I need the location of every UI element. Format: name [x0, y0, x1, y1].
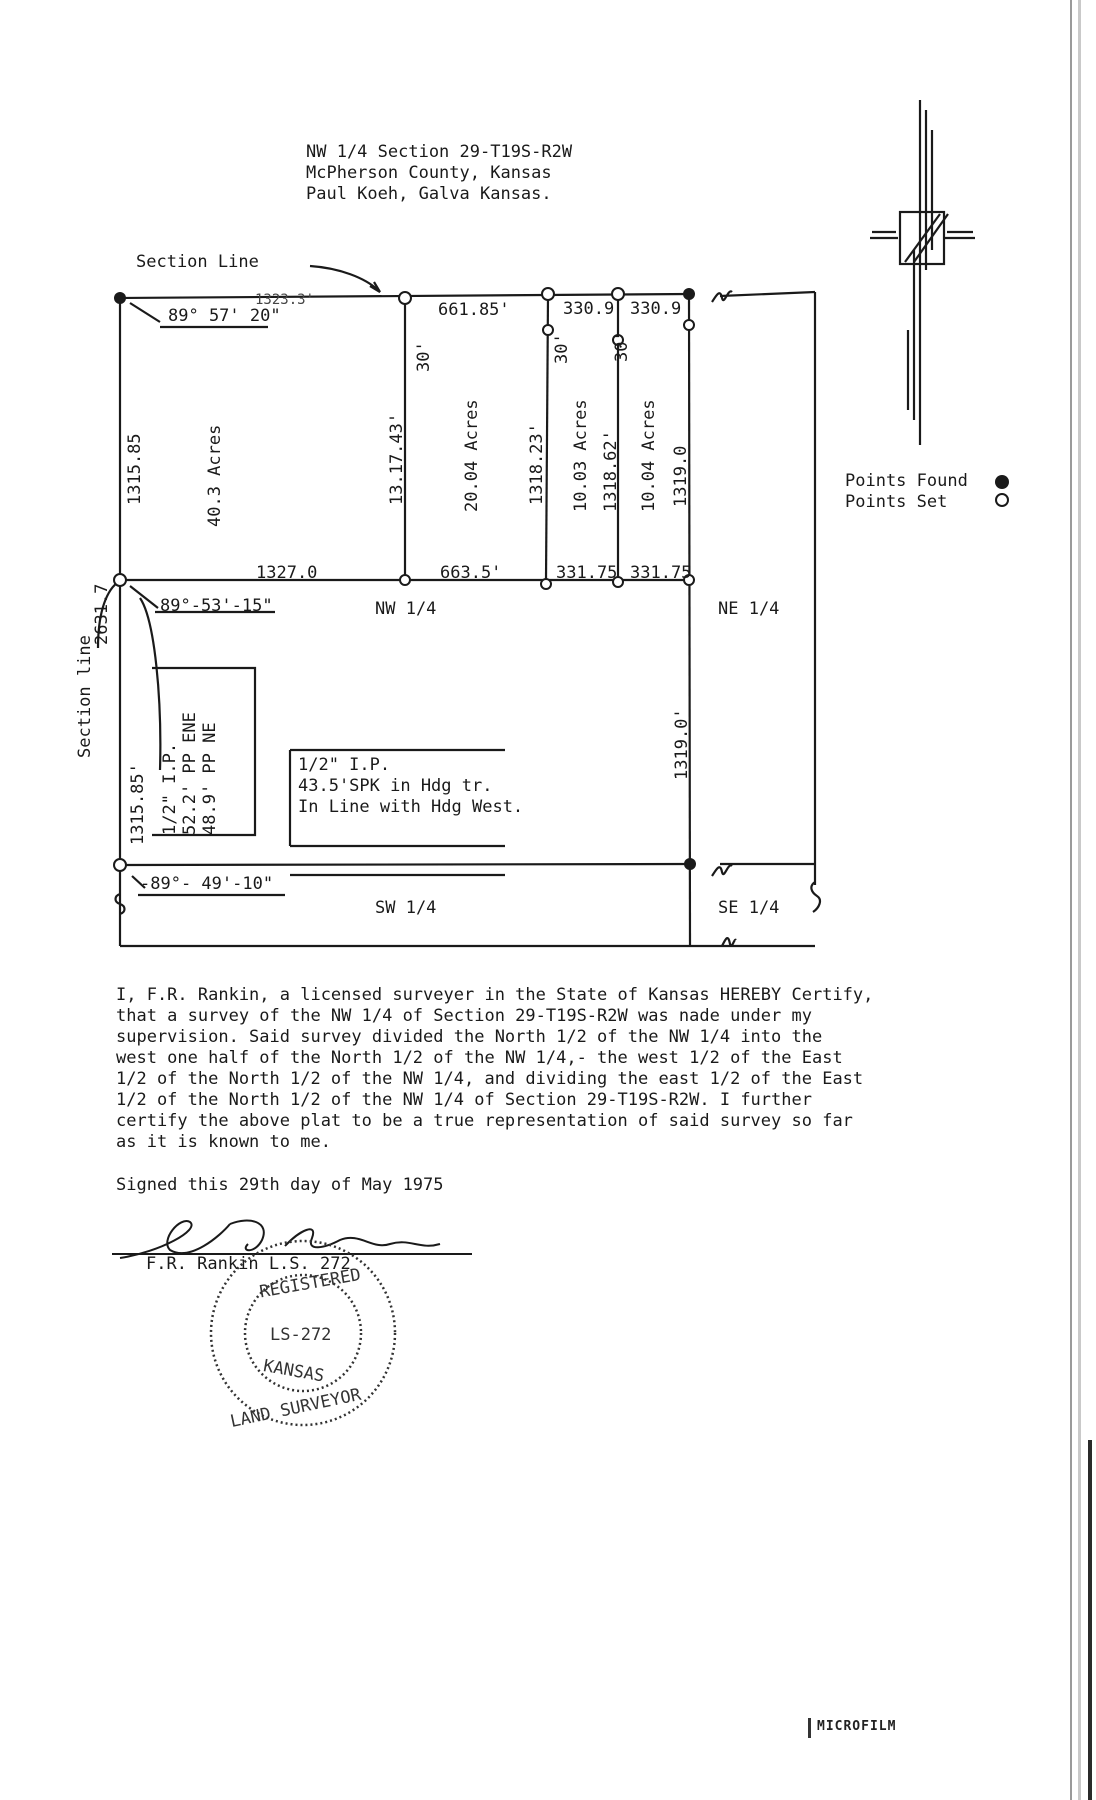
- left-side-bottom: 1315.85': [128, 763, 148, 845]
- section-line-left: Section line: [75, 635, 95, 758]
- signed-date: Signed this 29th day of May 1975: [116, 1175, 444, 1195]
- dim-331b: 331.75: [630, 563, 692, 583]
- dim-30c: 30': [612, 331, 632, 362]
- dim-1327: 1327.0: [256, 563, 318, 583]
- legend-set: Points Set: [845, 492, 948, 512]
- cert-line: I, F.R. Rankin, a licensed surveyer in the State of Kansas HEREBY Certify,: [116, 985, 874, 1005]
- ip-box-3: In Line with Hdg West.: [298, 797, 524, 817]
- v-1319b: 1319.0': [672, 708, 692, 780]
- ip-box-2: 43.5'SPK in Hdg tr.: [298, 776, 493, 796]
- header-line-2: McPherson County, Kansas: [306, 163, 552, 183]
- acres-40: 40.3 Acres: [205, 424, 225, 527]
- dim-2631: 2631.7: [92, 583, 112, 645]
- dim-661: 661.85': [438, 300, 510, 320]
- cert-line: certify the above plat to be a true representation of said survey so far: [116, 1111, 853, 1131]
- dim-330b: 330.9: [630, 299, 682, 319]
- cert-line: supervision. Said survey divided the North 1/2 of the NW 1/4 into the: [116, 1027, 823, 1047]
- dim-30a: 30': [414, 341, 434, 372]
- dim-330a: 330.9: [563, 299, 615, 319]
- header-line-1: NW 1/4 Section 29-T19S-R2W: [306, 142, 573, 162]
- ip-box-1: 1/2" I.P.: [298, 755, 391, 775]
- cert-line: 1/2 of the North 1/2 of the NW 1/4 of Section 29-T19S-R2W. I further: [116, 1090, 812, 1110]
- dim-663: 663.5': [440, 563, 502, 583]
- dim-30b: 30': [552, 333, 572, 364]
- legend-found: Points Found: [845, 471, 968, 491]
- cert-line: west one half of the North 1/2 of the NW 1/4,- the west 1/2 of the East: [116, 1048, 843, 1068]
- signature-name: F.R. Rankin L.S. 272: [146, 1254, 351, 1274]
- acres-20: 20.04 Acres: [462, 399, 482, 512]
- se-quarter-label: SE 1/4: [718, 898, 780, 918]
- ne-quarter-label: NE 1/4: [718, 599, 780, 619]
- v-1317: 13.17.43': [387, 412, 407, 505]
- sw-quarter-label: SW 1/4: [375, 898, 437, 918]
- microfilm-stamp-text: MICROFILM: [817, 1719, 897, 1734]
- v-1318b: 1318.62': [601, 430, 621, 512]
- v-1319a: 1319.0: [671, 445, 691, 507]
- cert-line: as it is known to me.: [116, 1132, 331, 1152]
- left-side-top: 1315.85: [125, 433, 145, 505]
- acres-10b: 10.04 Acres: [639, 399, 659, 512]
- dim-top-overlap: 1323.3': [255, 292, 315, 308]
- header-line-3: Paul Koeh, Galva Kansas.: [306, 184, 552, 204]
- cert-line: 1/2 of the North 1/2 of the NW 1/4, and dividing the east 1/2 of the East: [116, 1069, 864, 1089]
- ip-vert-3: 48.9' PP NE: [200, 722, 220, 835]
- section-line-label: Section Line: [136, 252, 259, 272]
- v-1318: 1318.23': [527, 423, 547, 505]
- seal-middle-text: KANSAS: [261, 1356, 326, 1387]
- seal-center-text: LS-272: [270, 1325, 332, 1345]
- ip-vert-2: 52.2' PP ENE: [180, 712, 200, 835]
- ip-vert-1: 1/2" I.P.: [160, 742, 180, 835]
- microfilm-stamp: [808, 1718, 943, 1738]
- dim-331a: 331.75: [556, 563, 618, 583]
- bearing-mid: 89°-53'-15": [160, 596, 273, 616]
- seal-top-text: REGISTERED: [258, 1264, 363, 1303]
- bearing-bottom: -89°- 49'-10": [140, 874, 274, 894]
- cert-line: that a survey of the NW 1/4 of Section 29-T19S-R2W was nade under my: [116, 1006, 812, 1026]
- acres-10a: 10.03 Acres: [571, 399, 591, 512]
- nw-quarter-label: NW 1/4: [375, 599, 437, 619]
- bearing-top: 89° 57' 20": [168, 306, 281, 326]
- seal-bottom-text: LAND SURVEYOR: [228, 1384, 363, 1433]
